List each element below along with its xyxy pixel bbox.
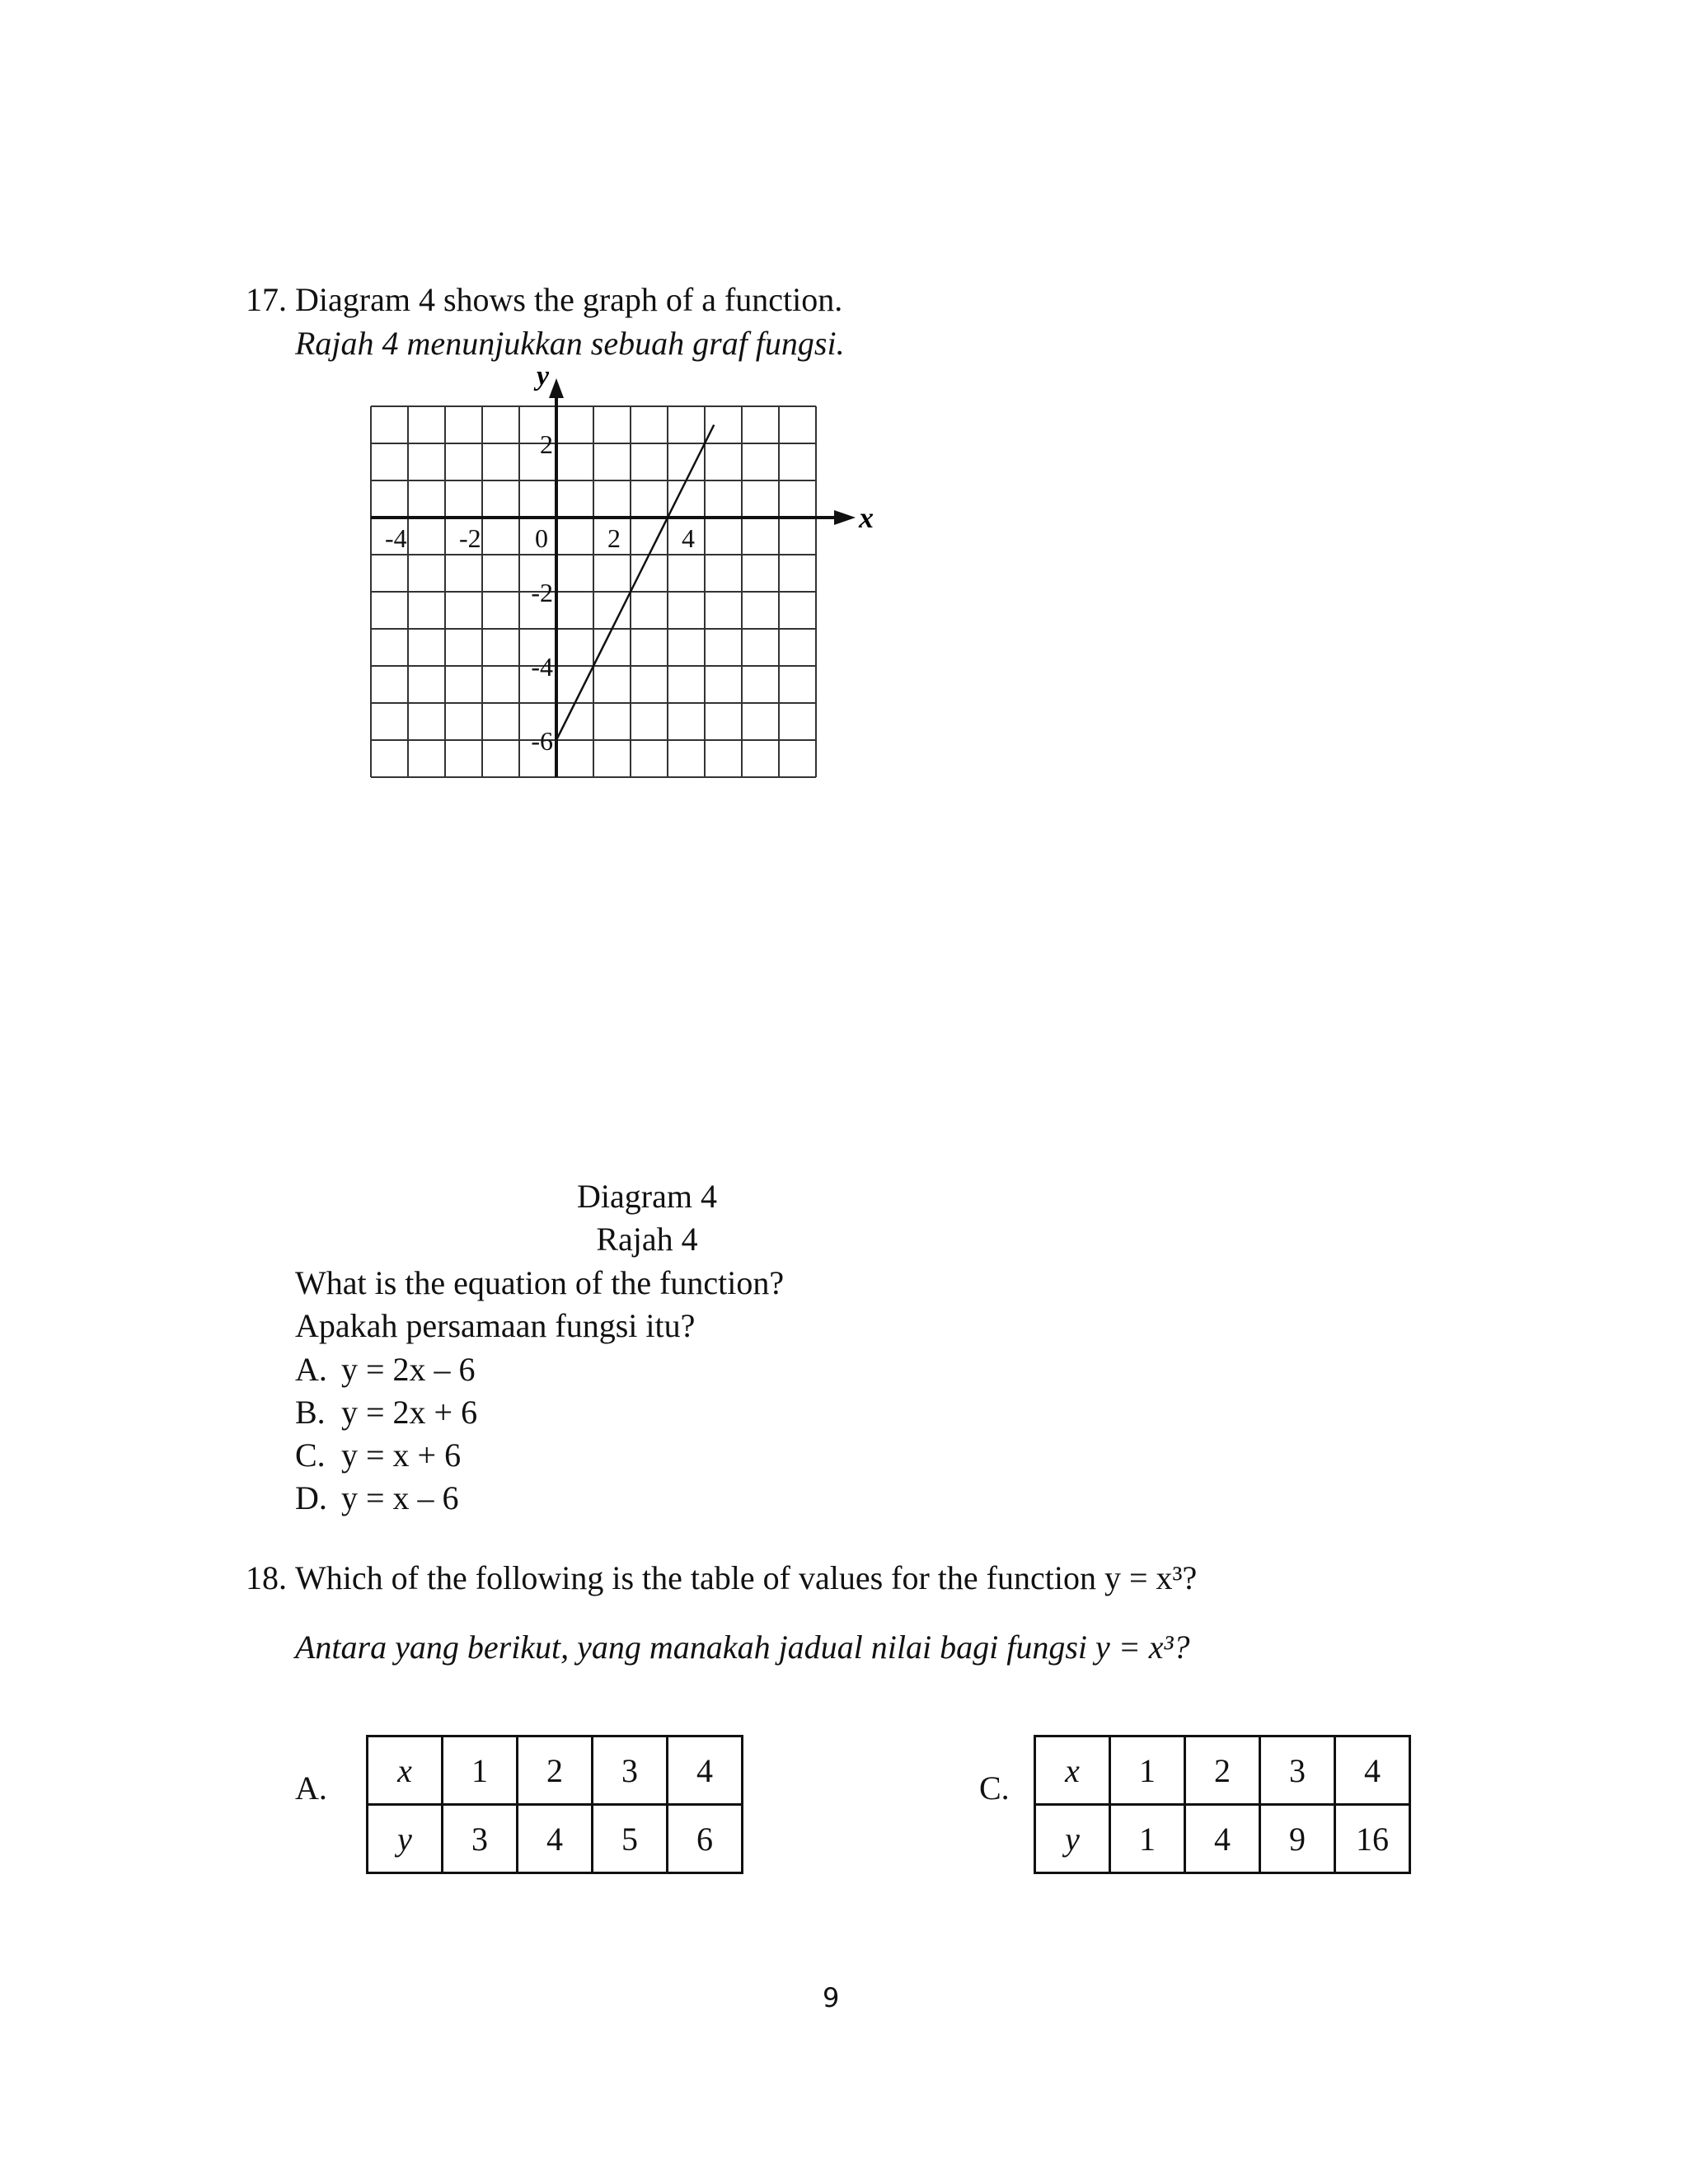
- table-cell: 1: [1110, 1805, 1185, 1873]
- q17-stem-en: Diagram 4 shows the graph of a function.: [295, 281, 843, 318]
- value-table-a: [366, 1735, 743, 1874]
- table-row-y: [368, 1805, 743, 1873]
- q18-stem-en: Which of the following is the table of values for the function y = x³?: [295, 1559, 1198, 1596]
- table-cell: y: [368, 1805, 443, 1873]
- table-cell: x: [368, 1736, 443, 1805]
- x-tick-label: -4: [385, 523, 407, 553]
- graph-axes: [371, 361, 874, 777]
- q17-question-en: What is the equation of the function?: [295, 1264, 785, 1301]
- graph-grid: [371, 406, 816, 777]
- q18-number: 18.: [246, 1559, 287, 1596]
- diagram-caption-en: Diagram 4: [577, 1178, 717, 1215]
- option-text: y = x + 6: [341, 1436, 462, 1474]
- option-label: A.: [295, 1351, 327, 1388]
- table-cell: 2: [1185, 1736, 1260, 1805]
- table-cell: 4: [518, 1805, 593, 1873]
- table-c-label[interactable]: C.: [979, 1769, 1010, 1807]
- table-row-x: [368, 1736, 743, 1805]
- table-cell: 4: [668, 1736, 743, 1805]
- y-tick-label: -6: [531, 726, 553, 756]
- value-table-c: [1034, 1735, 1411, 1874]
- table-cell: 16: [1335, 1805, 1410, 1873]
- x-tick-label: 4: [682, 523, 695, 553]
- option-label: D.: [295, 1479, 327, 1516]
- y-tick-label: 2: [540, 429, 553, 459]
- x-axis-arrow-icon: [834, 510, 856, 525]
- function-line: [556, 425, 714, 741]
- table-cell: 4: [1185, 1805, 1260, 1873]
- diagram-caption-ms: Rajah 4: [596, 1221, 698, 1258]
- table-cell: 9: [1260, 1805, 1335, 1873]
- function-graph: [354, 361, 874, 816]
- option-label: B.: [295, 1394, 326, 1431]
- option-a[interactable]: [295, 1350, 476, 1390]
- option-d[interactable]: [295, 1479, 459, 1518]
- x-tick-label: 0: [535, 523, 548, 553]
- table-cell: 1: [443, 1736, 518, 1805]
- option-b[interactable]: [295, 1393, 477, 1432]
- graph-series: [556, 425, 714, 741]
- table-cell: 1: [1110, 1736, 1185, 1805]
- q17-stem-ms: Rajah 4 menunjukkan sebuah graf fungsi.: [295, 325, 845, 362]
- q17-number: 17.: [246, 281, 287, 318]
- option-label: C.: [295, 1436, 326, 1474]
- table-cell: 3: [593, 1736, 668, 1805]
- table-row-x: [1035, 1736, 1410, 1805]
- y-tick-label: -2: [531, 578, 553, 607]
- table-cell: y: [1035, 1805, 1110, 1873]
- x-tick-label: 2: [607, 523, 621, 553]
- option-text: y = 2x + 6: [341, 1394, 478, 1431]
- table-cell: 4: [1335, 1736, 1410, 1805]
- y-axis-arrow-icon: [549, 378, 564, 398]
- option-text: y = 2x – 6: [341, 1351, 476, 1388]
- y-axis-label: y: [537, 361, 550, 391]
- q17-question-ms: Apakah persamaan fungsi itu?: [295, 1307, 696, 1344]
- table-cell: 5: [593, 1805, 668, 1873]
- table-cell: x: [1035, 1736, 1110, 1805]
- table-cell: 3: [443, 1805, 518, 1873]
- option-text: y = x – 6: [341, 1479, 459, 1516]
- x-tick-label: -2: [459, 523, 481, 553]
- x-axis-label: x: [859, 501, 874, 534]
- table-cell: 3: [1260, 1736, 1335, 1805]
- option-c[interactable]: [295, 1436, 461, 1475]
- table-cell: 6: [668, 1805, 743, 1873]
- page-number: 9: [823, 1982, 840, 2013]
- table-cell: 2: [518, 1736, 593, 1805]
- table-a-label[interactable]: A.: [295, 1769, 327, 1807]
- y-tick-label: -4: [531, 652, 553, 682]
- table-row-y: [1035, 1805, 1410, 1873]
- q18-stem-ms: Antara yang berikut, yang manakah jadual nilai bagi fungsi y = x³?: [295, 1629, 1190, 1666]
